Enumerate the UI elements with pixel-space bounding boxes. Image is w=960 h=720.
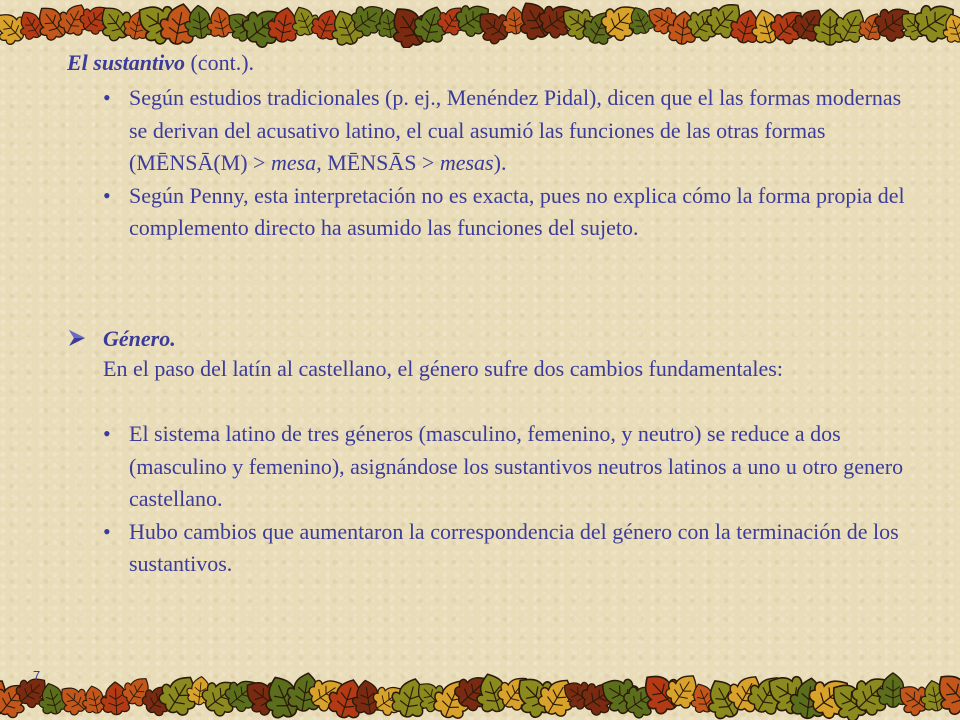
list-item-text: Según estudios tradicionales (p. ej., Menéndez Pidal), dicen que el las formas modernas se derivan del acusativo latino, el cual asumió las funciones de las otras formas (MĒNSĀ(M) > xyxy=(129,85,902,175)
list-item-text: mesas xyxy=(439,150,494,175)
list-item-text: ). xyxy=(493,150,507,175)
list-item xyxy=(103,82,918,180)
arrow-bullet-icon xyxy=(67,323,103,356)
bullet-list-sustantivo xyxy=(103,82,918,245)
slide-title xyxy=(67,50,254,76)
slide-title-rest: (cont.). xyxy=(184,50,255,75)
list-item-text: Hubo cambios que aumentaron la correspondencia del género con la terminación de los sustantivos. xyxy=(129,518,899,576)
list-item xyxy=(103,180,918,245)
list-item xyxy=(103,516,918,581)
bullet-dot-icon: • xyxy=(103,421,111,446)
page-number: 7 xyxy=(33,668,41,683)
bullet-dot-icon: • xyxy=(103,85,111,110)
list-item xyxy=(103,418,918,516)
genero-heading-text: Género. xyxy=(103,326,176,351)
list-item-text: El sistema latino de tres géneros (masculino, femenino, y neutro) se reduce a dos (masculino y femenino), asignándose los sustantivos neutros latinos a uno u otro genero castellano. xyxy=(129,421,904,511)
genero-heading xyxy=(67,323,176,356)
slide-title-italic: El sustantivo xyxy=(67,50,185,75)
list-item-text: Según Penny, esta interpretación no es exacta, pues no explica cómo la forma propia del complemento directo ha asumido las funciones del sujeto. xyxy=(129,182,905,240)
bullet-dot-icon: • xyxy=(103,518,111,544)
genero-intro-text: En el paso del latín al castellano, el género sufre dos cambios fundamentales: xyxy=(103,356,783,381)
list-item-text: , MĒNSĀS > xyxy=(316,150,440,175)
bullet-list-genero xyxy=(103,418,918,581)
bullet-dot-icon: • xyxy=(103,182,111,208)
list-item-text: mesa xyxy=(270,150,317,175)
